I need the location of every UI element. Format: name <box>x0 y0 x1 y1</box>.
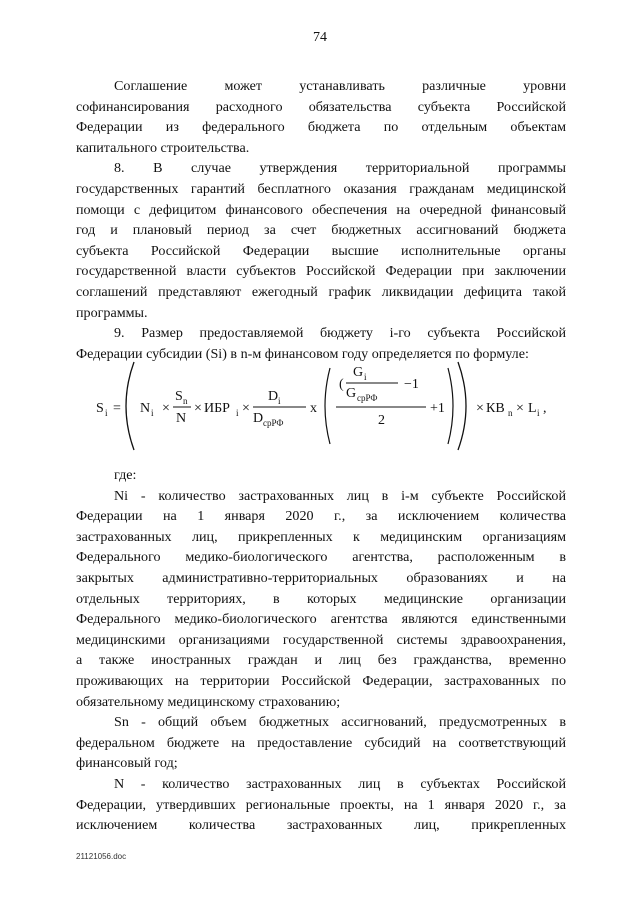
formula-symbol: N <box>140 401 151 416</box>
formula-symbol: , <box>543 401 547 416</box>
formula-symbol: × <box>194 401 202 416</box>
document-filename: 21121056.doc <box>76 852 127 861</box>
text-line: 9. Размер предоставляемой бюджету i-го субъекта Российской <box>114 325 566 342</box>
formula-symbol: ( <box>339 377 344 392</box>
formula-symbol: n <box>183 396 188 406</box>
text-line: где: <box>114 467 137 483</box>
text-line: финансовый год; <box>76 755 178 772</box>
formula-symbol: i <box>105 408 108 418</box>
text-line: Федерации, утвердивших региональные проекты, на 1 января 2020 г., за <box>76 796 566 813</box>
text-line: помощи с дефицитом финансового обеспечения на очередной финансовый <box>76 201 566 218</box>
formula-paren <box>126 362 134 450</box>
text-line: софинансирования расходного обязательства субъекта Российской <box>76 98 566 115</box>
formula-symbol: = <box>113 401 121 416</box>
formula-symbol: 2 <box>378 413 385 428</box>
formula-symbol: × <box>242 401 250 416</box>
formula-symbol: × <box>516 401 524 416</box>
formula-symbol: срРФ <box>357 393 378 403</box>
text-line: год и плановый период за счет бюджетных ассигнований бюджета <box>76 222 566 239</box>
formula-symbol: −1 <box>404 377 419 392</box>
formula-symbol: i <box>364 372 367 382</box>
formula-symbol: i <box>537 408 540 418</box>
text-line: обязательному медицинскому страхованию; <box>76 693 341 710</box>
text-line: 8. В случае утверждения территориальной программы <box>114 160 566 177</box>
text-line: государственных гарантий бесплатного оказания гражданам медицинской <box>76 180 566 197</box>
formula-symbol: i <box>278 396 281 406</box>
formula-symbol: G <box>346 386 357 401</box>
formula-paren <box>448 368 453 444</box>
text-line: субъекта Российской Федерации высшие исполнительные органы <box>76 242 566 259</box>
text-line: N - количество застрахованных лиц в субъектах Российской <box>114 775 566 792</box>
text-line: капитального строительства. <box>76 139 250 156</box>
formula-symbol: × <box>476 401 484 416</box>
text-block-bottom <box>76 465 566 836</box>
formula-symbol: S <box>96 401 104 416</box>
formula-symbol: +1 <box>430 401 445 416</box>
text-line: Sn - общий объем бюджетных ассигнований, предусмотренных в <box>114 714 566 731</box>
text-line: федеральном бюджете на предоставление субсидий на соответствующий <box>76 734 566 751</box>
text-line: исключением количества застрахованных лиц, прикрепленных <box>76 817 566 834</box>
formula-symbol: срРФ <box>263 418 284 428</box>
subsidy-formula <box>96 358 566 454</box>
formula-symbol: G <box>353 365 364 380</box>
text-line: отдельных территориях, в которых медицинские организации <box>76 590 566 607</box>
formula-symbol: × <box>162 401 170 416</box>
text-line: Ni - количество застрахованных лиц в i-м субъекте Российской <box>114 487 566 504</box>
text-line: Соглашение может устанавливать различные уровни <box>114 78 566 94</box>
text-line: закрытых административно-территориальных образованиях и на <box>76 569 566 586</box>
formula-symbol: i <box>151 408 154 418</box>
text-line: Федерального медико-биологического агентства, расположенным в <box>76 549 566 566</box>
formula-paren <box>458 362 466 450</box>
formula-symbol: D <box>268 389 279 404</box>
text-line: Федерации на 1 января 2020 г., за исключением количества <box>76 508 566 525</box>
formula-symbol: КВ <box>486 401 505 416</box>
text-line: а также иностранных граждан и лиц без гражданства, временно <box>76 652 566 669</box>
text-block-top <box>76 76 566 364</box>
formula-symbol: i <box>236 408 239 418</box>
text-line: соглашений представляют ежегодный график ликвидации дефицита такой <box>76 283 566 300</box>
formula-symbol: n <box>508 408 513 418</box>
text-line: программы. <box>76 304 148 321</box>
formula-symbol: N <box>176 411 187 426</box>
text-line: застрахованных лиц, прикрепленных к медицинским организациям <box>76 528 566 545</box>
text-line: проживающих на территории Российской Федерации, застрахованных по <box>76 672 566 689</box>
text-line: государственной власти субъектов Российской Федерации при заключении <box>76 263 566 280</box>
text-line: Федерации субсидии (Si) в n-м финансовом году определяется по формуле: <box>76 345 529 362</box>
formula-symbol: ИБР <box>204 401 230 416</box>
formula-symbol: S <box>175 389 183 404</box>
text-line: медицинскими организациями государственной системы здравоохранения, <box>76 631 566 648</box>
page-number: 74 <box>313 30 327 45</box>
text-line: Федерации из федерального бюджета по отдельным объектам <box>76 119 566 136</box>
formula-symbol: L <box>528 401 537 416</box>
formula-symbol: D <box>253 411 264 426</box>
text-line: Федерального медико-биологического агентства являются единственными <box>76 611 566 628</box>
formula-symbol: x <box>310 401 317 416</box>
formula-paren <box>325 368 330 444</box>
